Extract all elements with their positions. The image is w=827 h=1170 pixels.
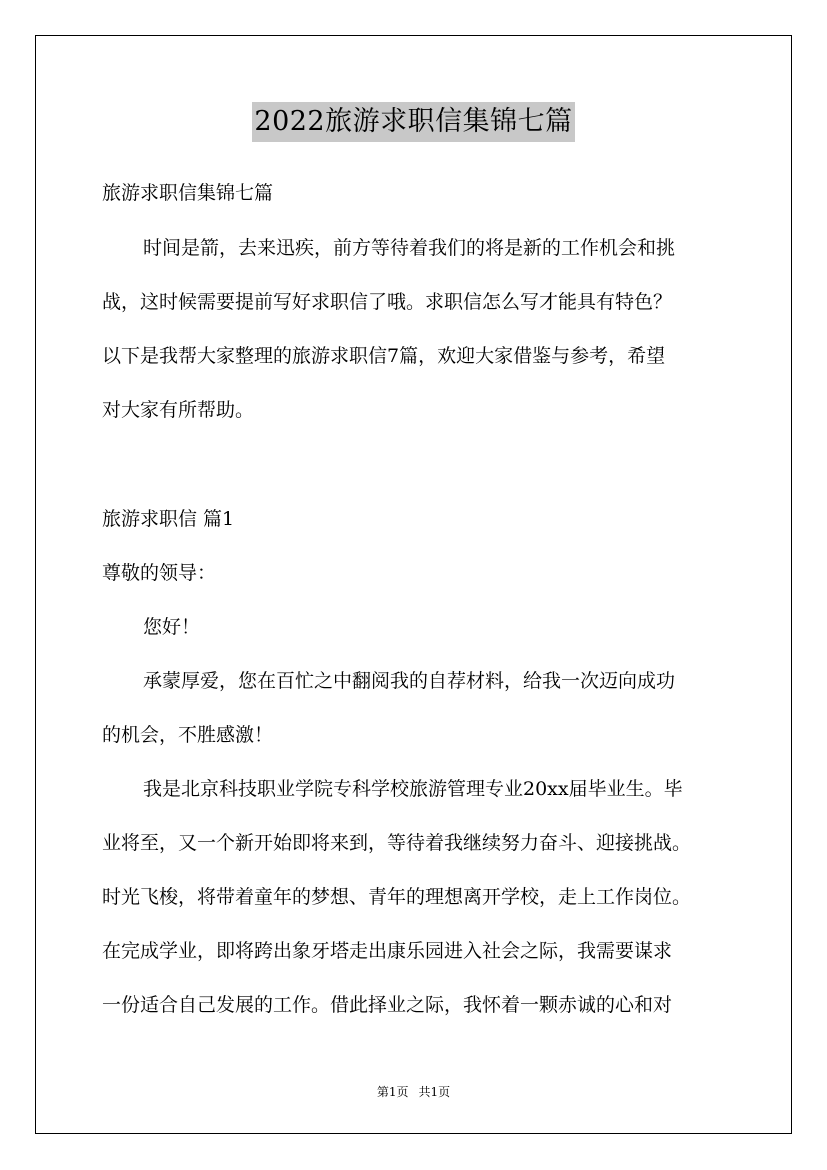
- page-number: 第1页: [376, 1085, 409, 1099]
- intro-line: 时间是箭，去来迅疾，前方等待着我们的将是新的工作机会和挑: [143, 237, 676, 259]
- intro-line: 以下是我帮大家整理的旅游求职信7篇，欢迎大家借鉴与参考，希望: [102, 345, 666, 367]
- paragraph-line: 一份适合自己发展的工作。借此择业之际，我怀着一颗赤诚的心和对: [102, 994, 673, 1016]
- paragraph-line: 的机会，不胜感激！: [102, 724, 274, 746]
- paragraph-line: 时光飞梭，将带着童年的梦想、青年的理想离开学校，走上工作岗位。: [102, 886, 692, 908]
- paragraph-line: 在完成学业，即将跨出象牙塔走出康乐园进入社会之际，我需要谋求: [102, 940, 673, 962]
- page-footer: [0, 1084, 827, 1100]
- section-heading: 旅游求职信 篇1: [102, 508, 235, 530]
- title-container: [0, 102, 827, 142]
- intro-line: 战，这时候需要提前写好求职信了哦。求职信怎么写才能具有特色？: [102, 291, 673, 313]
- paragraph-line: 我是北京科技职业学院专科学校旅游管理专业20xx届毕业生。毕: [143, 778, 683, 800]
- page-total: 共1页: [418, 1085, 451, 1099]
- greeting: 您好！: [143, 616, 201, 638]
- paragraph-line: 承蒙厚爱，您在百忙之中翻阅我的自荐材料，给我一次迈向成功: [143, 670, 676, 692]
- salutation: 尊敬的领导：: [102, 562, 217, 584]
- document-title: 2022旅游求职信集锦七篇: [252, 102, 574, 142]
- intro-line: 对大家有所帮助。: [102, 399, 255, 421]
- document-subtitle: 旅游求职信集锦七篇: [102, 182, 274, 204]
- paragraph-line: 业将至，又一个新开始即将来到，等待着我继续努力奋斗、迎接挑战。: [102, 832, 692, 854]
